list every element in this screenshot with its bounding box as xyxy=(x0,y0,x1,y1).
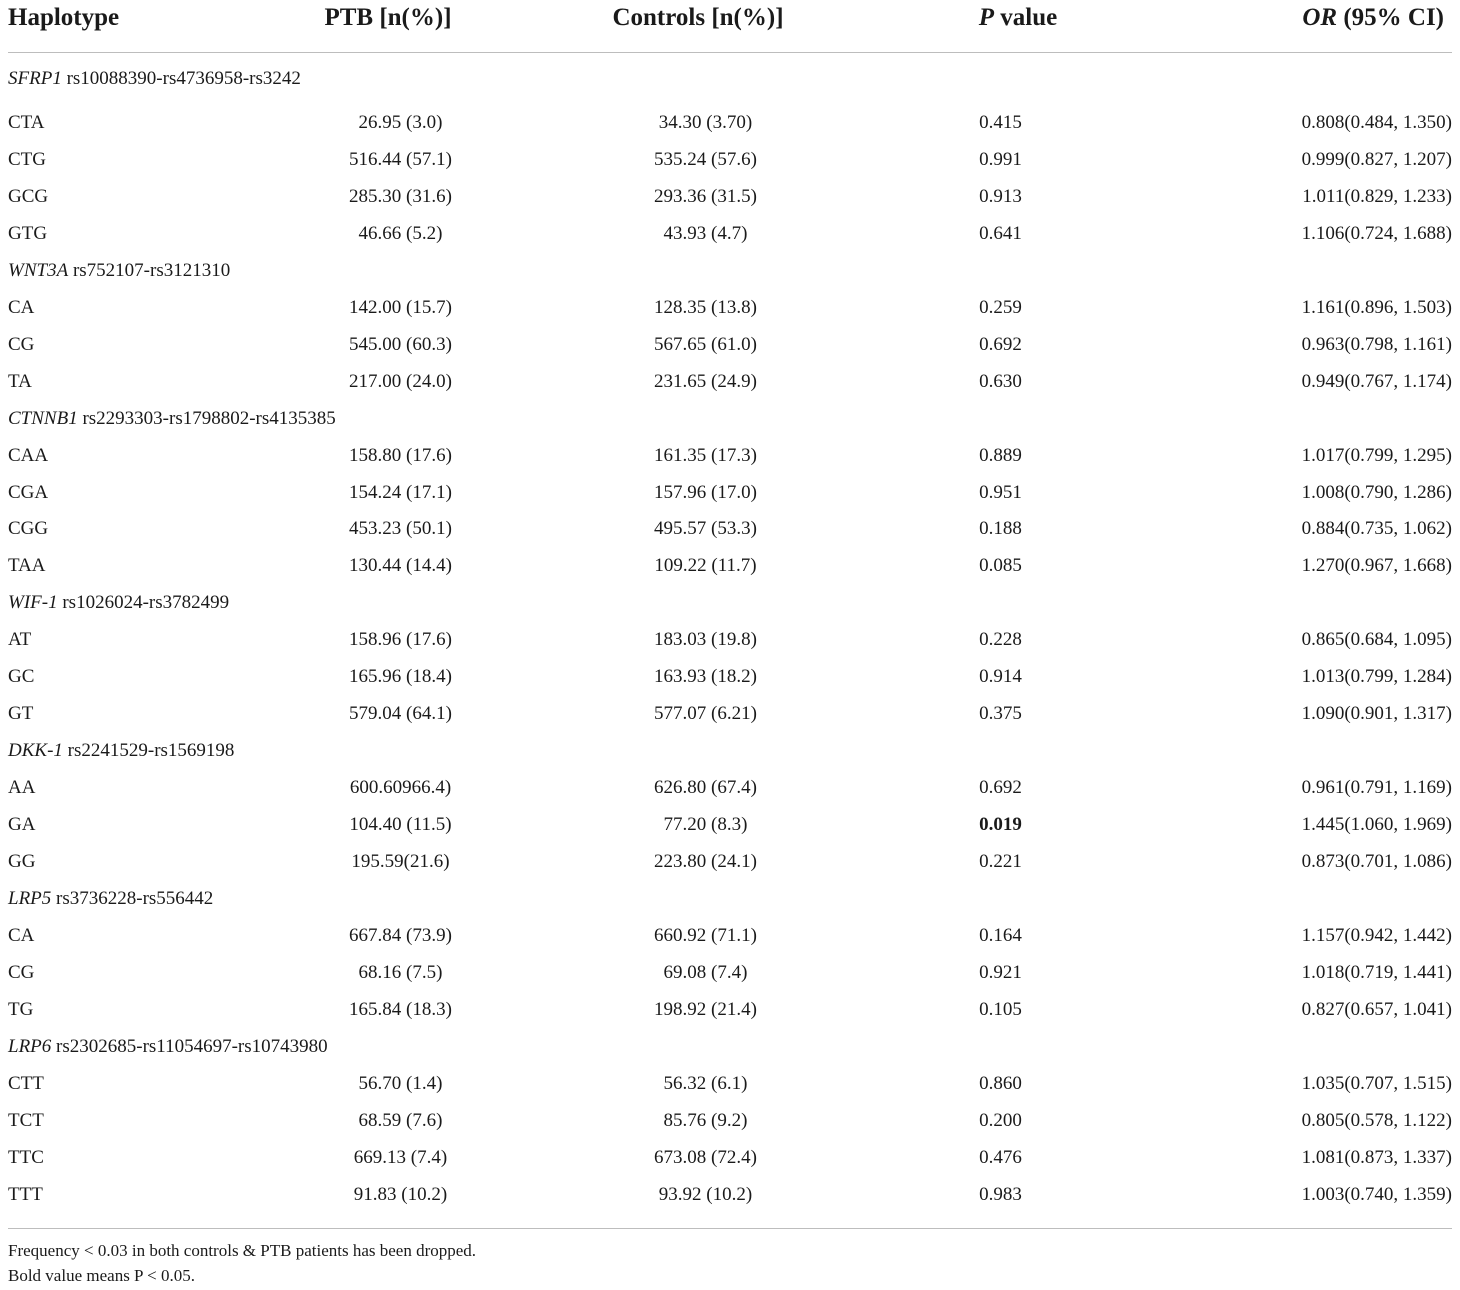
table-row xyxy=(8,216,1452,253)
or-cell: 1.008(0.790, 1.286) xyxy=(1301,481,1452,503)
header-controls: Controls [n(%)] xyxy=(568,0,888,53)
ptb-cell: 68.59 (7.6) xyxy=(358,1109,443,1131)
p-value-cell: 0.951 xyxy=(979,481,1022,503)
ptb-cell: 579.04 (64.1) xyxy=(349,703,452,725)
header-or-italic: OR xyxy=(1302,4,1338,31)
p-value-cell: 0.375 xyxy=(979,703,1022,725)
snp-list: rs3736228-rs556442 xyxy=(51,888,214,910)
controls-cell: 567.65 (61.0) xyxy=(654,333,757,355)
ptb-cell: 667.84 (73.9) xyxy=(349,924,452,946)
or-cell: 1.011(0.829, 1.233) xyxy=(1302,185,1452,207)
p-value-cell: 0.200 xyxy=(979,1109,1022,1131)
gene-name: SFRP1 xyxy=(8,68,62,89)
ptb-cell: 165.84 (18.3) xyxy=(349,998,452,1020)
controls-cell: 56.32 (6.1) xyxy=(663,1072,748,1094)
controls-cell: 93.92 (10.2) xyxy=(658,1183,753,1205)
or-cell: 0.884(0.735, 1.062) xyxy=(1301,518,1452,540)
footnotes xyxy=(8,1238,476,1288)
ptb-cell: 26.95 (3.0) xyxy=(358,112,443,133)
haplotype-cell: AT xyxy=(8,629,32,651)
gene-group-label xyxy=(8,585,1452,622)
p-value-cell: 0.221 xyxy=(979,851,1022,873)
haplotype-cell: GT xyxy=(8,703,34,725)
ptb-cell: 516.44 (57.1) xyxy=(349,148,452,170)
gene-name: LRP5 xyxy=(8,888,52,910)
controls-cell: 85.76 (9.2) xyxy=(663,1109,748,1131)
gene-group-label xyxy=(8,733,1452,770)
haplotype-cell: GTG xyxy=(8,222,48,244)
or-cell: 1.445(1.060, 1.969) xyxy=(1301,814,1452,836)
or-cell: 0.949(0.767, 1.174) xyxy=(1301,370,1452,392)
ptb-cell: 158.96 (17.6) xyxy=(349,629,452,651)
ptb-cell: 600.60966.4) xyxy=(349,777,452,799)
footnote-bold: Bold value means P < 0.05. xyxy=(8,1266,195,1285)
or-cell: 0.963(0.798, 1.161) xyxy=(1301,333,1452,355)
table-row xyxy=(8,1066,1452,1103)
haplotype-cell: GG xyxy=(8,851,36,873)
or-cell: 1.081(0.873, 1.337) xyxy=(1301,1146,1452,1168)
table-row xyxy=(8,918,1452,955)
or-cell: 1.035(0.707, 1.515) xyxy=(1301,1072,1452,1094)
table-row xyxy=(8,364,1452,401)
p-value-cell: 0.019 xyxy=(979,814,1022,836)
header-p-italic: P xyxy=(978,4,995,31)
or-cell: 0.999(0.827, 1.207) xyxy=(1301,148,1452,170)
snp-list: rs1026024-rs3782499 xyxy=(57,592,230,614)
or-cell: 1.270(0.967, 1.668) xyxy=(1301,555,1452,577)
haplotype-cell: CG xyxy=(8,961,35,983)
table-row xyxy=(8,179,1452,216)
haplotype-cell: CTA xyxy=(8,112,45,133)
p-value-cell: 0.415 xyxy=(979,112,1022,133)
table-row xyxy=(8,992,1452,1029)
controls-cell: 183.03 (19.8) xyxy=(654,629,757,651)
table-row xyxy=(8,475,1452,512)
table-body xyxy=(8,53,1452,1214)
p-value-cell: 0.692 xyxy=(979,777,1022,799)
or-cell: 0.873(0.701, 1.086) xyxy=(1301,851,1452,873)
ptb-cell: 104.40 (11.5) xyxy=(349,814,452,836)
header-ptb: PTB [n(%)] xyxy=(298,0,568,53)
table-row xyxy=(8,1140,1452,1177)
p-value-cell: 0.914 xyxy=(979,666,1022,688)
table-row xyxy=(8,548,1452,585)
haplotype-cell: AA xyxy=(8,777,36,799)
gene-group-row xyxy=(8,401,1452,438)
controls-cell: 495.57 (53.3) xyxy=(654,518,757,540)
haplotype-cell: CG xyxy=(8,333,35,355)
or-cell: 0.827(0.657, 1.041) xyxy=(1301,998,1452,1020)
ptb-cell: 285.30 (31.6) xyxy=(349,185,452,207)
ptb-cell: 130.44 (14.4) xyxy=(349,555,452,577)
table-row xyxy=(8,1103,1452,1140)
p-value-cell: 0.692 xyxy=(979,333,1022,355)
gene-name: LRP6 xyxy=(8,1035,52,1057)
p-value-cell: 0.476 xyxy=(979,1146,1022,1168)
controls-cell: 231.65 (24.9) xyxy=(654,370,757,392)
p-value-cell: 0.105 xyxy=(979,998,1022,1020)
or-cell: 1.018(0.719, 1.441) xyxy=(1301,961,1452,983)
gene-group-row xyxy=(8,881,1452,918)
ptb-cell: 142.00 (15.7) xyxy=(349,296,452,318)
snp-list: rs2302685-rs11054697-rs10743980 xyxy=(51,1035,328,1057)
p-value-cell: 0.983 xyxy=(979,1183,1022,1205)
gene-group-label xyxy=(8,881,1452,918)
haplotype-cell: GC xyxy=(8,666,35,688)
or-cell: 0.808(0.484, 1.350) xyxy=(1301,112,1452,133)
haplotype-cell: CGA xyxy=(8,481,49,503)
controls-cell: 157.96 (17.0) xyxy=(654,481,757,503)
haplotype-cell: CGG xyxy=(8,518,49,540)
ptb-cell: 545.00 (60.3) xyxy=(349,333,452,355)
haplotype-cell: TCT xyxy=(8,1109,44,1131)
gene-name: WNT3A xyxy=(8,259,69,281)
header-or xyxy=(1168,0,1452,53)
table-row xyxy=(8,955,1452,992)
or-cell: 0.865(0.684, 1.095) xyxy=(1301,629,1452,651)
ptb-cell: 68.16 (7.5) xyxy=(358,961,443,983)
or-cell: 1.106(0.724, 1.688) xyxy=(1301,222,1452,244)
header-or-rest: (95% CI) xyxy=(1337,4,1444,31)
haplotype-cell: CA xyxy=(8,296,35,318)
controls-cell: 577.07 (6.21) xyxy=(654,703,757,725)
ptb-cell: 669.13 (7.4) xyxy=(353,1146,448,1168)
ptb-cell: 154.24 (17.1) xyxy=(349,481,452,503)
controls-cell: 77.20 (8.3) xyxy=(663,814,748,836)
table-row xyxy=(8,844,1452,881)
haplotype-cell: GA xyxy=(8,814,36,836)
haplotype-table-container xyxy=(8,0,1452,1214)
p-value-cell: 0.188 xyxy=(979,518,1022,540)
controls-cell: 109.22 (11.7) xyxy=(654,555,757,577)
haplotype-cell: TA xyxy=(8,370,32,392)
p-value-cell: 0.228 xyxy=(979,629,1022,651)
p-value-cell: 0.991 xyxy=(979,148,1022,170)
header-row xyxy=(8,0,1452,53)
table-row xyxy=(8,696,1452,733)
gene-name: WIF-1 xyxy=(8,592,58,614)
table-row xyxy=(8,290,1452,327)
haplotype-cell: GCG xyxy=(8,185,49,207)
snp-list: rs2293303-rs1798802-rs4135385 xyxy=(77,407,336,429)
table-row xyxy=(8,105,1452,142)
haplotype-cell: TTC xyxy=(8,1146,44,1168)
p-value-cell: 0.889 xyxy=(979,444,1022,466)
p-value-cell: 0.921 xyxy=(979,961,1022,983)
snp-list: rs2241529-rs1569198 xyxy=(62,740,235,762)
gene-group-label xyxy=(8,1029,1452,1066)
table-row xyxy=(8,1177,1452,1214)
or-cell: 1.003(0.740, 1.359) xyxy=(1301,1183,1452,1205)
or-cell: 1.017(0.799, 1.295) xyxy=(1301,444,1452,466)
footer-divider xyxy=(8,1228,1452,1229)
controls-cell: 161.35 (17.3) xyxy=(654,444,757,466)
header-haplotype: Haplotype xyxy=(8,0,298,53)
or-cell: 1.013(0.799, 1.284) xyxy=(1301,666,1452,688)
ptb-cell: 46.66 (5.2) xyxy=(358,222,443,244)
haplotype-cell: CA xyxy=(8,924,35,946)
or-cell: 0.805(0.578, 1.122) xyxy=(1301,1109,1452,1131)
table-row xyxy=(8,142,1452,179)
p-value-cell: 0.259 xyxy=(979,296,1022,318)
controls-cell: 34.30 (3.70) xyxy=(658,112,753,133)
controls-cell: 69.08 (7.4) xyxy=(663,961,748,983)
header-p-value xyxy=(888,0,1168,53)
table-row xyxy=(8,807,1452,844)
ptb-cell: 165.96 (18.4) xyxy=(349,666,452,688)
gene-group-row xyxy=(8,733,1452,770)
controls-cell: 163.93 (18.2) xyxy=(654,666,757,688)
haplotype-cell: TG xyxy=(8,998,34,1020)
p-value-cell: 0.641 xyxy=(979,222,1022,244)
gene-name: CTNNB1 xyxy=(8,407,78,429)
p-value-cell: 0.860 xyxy=(979,1072,1022,1094)
table-row xyxy=(8,438,1452,475)
table-header xyxy=(8,0,1452,53)
gene-group-row xyxy=(8,585,1452,622)
gene-group-label xyxy=(8,401,1452,438)
controls-cell: 198.92 (21.4) xyxy=(654,998,757,1020)
controls-cell: 535.24 (57.6) xyxy=(654,148,757,170)
gene-group-row xyxy=(8,253,1452,290)
or-cell: 0.961(0.791, 1.169) xyxy=(1301,777,1452,799)
controls-cell: 626.80 (67.4) xyxy=(654,777,757,799)
haplotype-cell: CAA xyxy=(8,444,49,466)
haplotype-cell: CTT xyxy=(8,1072,44,1094)
table-row xyxy=(8,659,1452,696)
p-value-cell: 0.164 xyxy=(979,924,1022,946)
snp-list: rs10088390-rs4736958-rs3242 xyxy=(61,68,301,89)
gene-group-label xyxy=(8,53,1452,106)
ptb-cell: 195.59(21.6) xyxy=(351,851,450,873)
haplotype-cell: TTT xyxy=(8,1183,43,1205)
or-cell: 1.090(0.901, 1.317) xyxy=(1301,703,1452,725)
snp-list: rs752107-rs3121310 xyxy=(68,259,231,281)
controls-cell: 660.92 (71.1) xyxy=(654,924,757,946)
gene-group-row xyxy=(8,53,1452,106)
haplotype-table xyxy=(8,0,1452,1214)
or-cell: 1.157(0.942, 1.442) xyxy=(1301,924,1452,946)
controls-cell: 43.93 (4.7) xyxy=(663,222,748,244)
haplotype-cell: CTG xyxy=(8,148,46,170)
gene-name: DKK-1 xyxy=(8,740,63,762)
ptb-cell: 56.70 (1.4) xyxy=(358,1072,443,1094)
controls-cell: 293.36 (31.5) xyxy=(654,185,757,207)
haplotype-cell: TAA xyxy=(8,555,46,577)
ptb-cell: 158.80 (17.6) xyxy=(349,444,452,466)
table-row xyxy=(8,327,1452,364)
controls-cell: 673.08 (72.4) xyxy=(654,1146,757,1168)
controls-cell: 128.35 (13.8) xyxy=(654,296,757,318)
table-row xyxy=(8,511,1452,548)
p-value-cell: 0.085 xyxy=(979,555,1022,577)
gene-group-row xyxy=(8,1029,1452,1066)
ptb-cell: 91.83 (10.2) xyxy=(353,1183,448,1205)
p-value-cell: 0.913 xyxy=(979,185,1022,207)
footnote-frequency: Frequency < 0.03 in both controls & PTB patients has been dropped. xyxy=(8,1241,477,1260)
gene-group-label xyxy=(8,253,1452,290)
p-value-cell: 0.630 xyxy=(979,370,1022,392)
ptb-cell: 217.00 (24.0) xyxy=(349,370,452,392)
table-row xyxy=(8,622,1452,659)
controls-cell: 223.80 (24.1) xyxy=(654,851,757,873)
header-p-rest: value xyxy=(994,4,1058,31)
ptb-cell: 453.23 (50.1) xyxy=(349,518,452,540)
table-row xyxy=(8,770,1452,807)
or-cell: 1.161(0.896, 1.503) xyxy=(1301,296,1452,318)
